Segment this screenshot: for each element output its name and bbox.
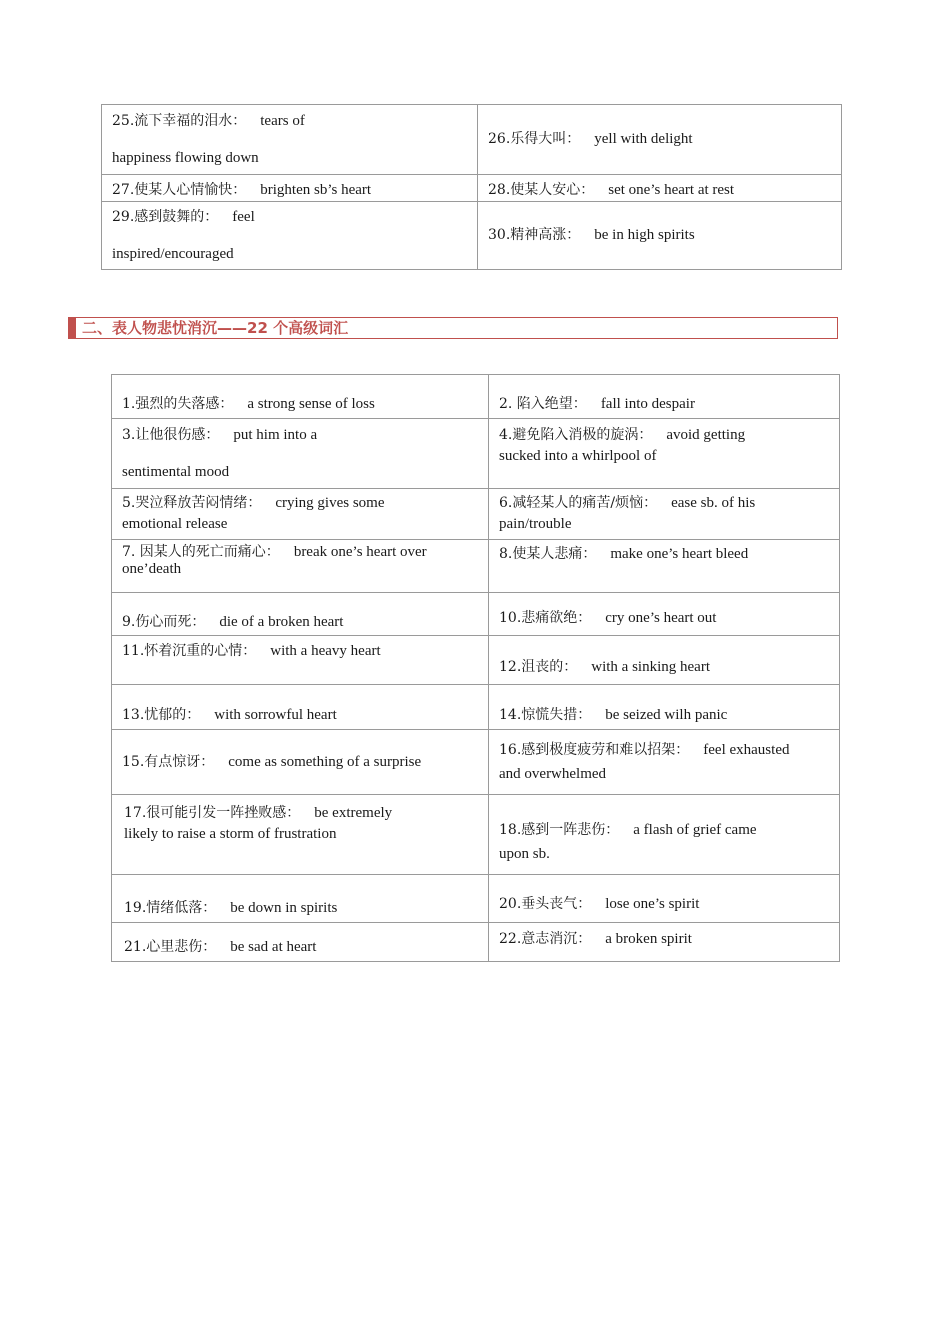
table-row: [112, 636, 840, 685]
table-row: [112, 489, 840, 540]
table-row: [102, 175, 842, 202]
vocab-cell: 13.忧郁的： with sorrowful heart: [112, 685, 489, 730]
vocab-cell: 21.心里悲伤： be sad at heart: [112, 923, 489, 962]
table-row: [102, 202, 842, 270]
vocab-table-sorrow: [111, 374, 840, 962]
section-title: 二、表人物悲忧消沉——22 个高级词汇: [82, 319, 349, 337]
vocab-cell: 30.精神高涨： be in high spirits: [478, 202, 842, 270]
vocab-cell: 2. 陷入绝望： fall into despair: [489, 375, 840, 419]
vocab-table-joy: [101, 104, 842, 270]
vocab-cell: 25.流下幸福的泪水： tears of happiness flowing down: [102, 105, 478, 175]
vocab-cell: 4.避免陷入消极的旋涡： avoid getting sucked into a whirlpool of: [489, 419, 840, 489]
vocab-cell: 19.情绪低落： be down in spirits: [112, 875, 489, 923]
vocab-cell: 18.感到一阵悲伤： a flash of grief came upon sb.: [489, 795, 840, 875]
vocab-cell: 7. 因某人的死亡而痛心： break one’s heart over one’death: [112, 540, 489, 593]
table-row: [112, 419, 840, 489]
vocab-cell: 12.沮丧的： with a sinking heart: [489, 636, 840, 685]
vocab-cell: 20.垂头丧气： lose one’s spirit: [489, 875, 840, 923]
vocab-cell: 28.使某人安心： set one’s heart at rest: [478, 175, 842, 202]
section-heading: [68, 317, 838, 339]
vocab-cell: 1.强烈的失落感： a strong sense of loss: [112, 375, 489, 419]
vocab-cell: 11.怀着沉重的心情： with a heavy heart: [112, 636, 489, 685]
vocab-cell: 9.伤心而死： die of a broken heart: [112, 593, 489, 636]
vocab-cell: 8.使某人悲痛： make one’s heart bleed: [489, 540, 840, 593]
table-row: [112, 540, 840, 593]
vocab-cell: 16.感到极度疲劳和难以招架： feel exhausted and overwhelmed: [489, 730, 840, 795]
vocab-cell: 5.哭泣释放苦闷情绪： crying gives some emotional release: [112, 489, 489, 540]
vocab-cell: 14.惊慌失措： be seized wilh panic: [489, 685, 840, 730]
vocab-cell: 26.乐得大叫： yell with delight: [478, 105, 842, 175]
vocab-cell: 27.使某人心情愉快： brighten sb’s heart: [102, 175, 478, 202]
table-row: [112, 875, 840, 923]
table-row: [112, 923, 840, 962]
vocab-cell: 17.很可能引发一阵挫败感： be extremely likely to raise a storm of frustration: [112, 795, 489, 875]
table-row: [112, 685, 840, 730]
vocab-cell: 22.意志消沉： a broken spirit: [489, 923, 840, 962]
vocab-cell: 10.悲痛欲绝： cry one’s heart out: [489, 593, 840, 636]
vocab-cell: 15.有点惊讶： come as something of a surprise: [112, 730, 489, 795]
vocab-cell: 29.感到鼓舞的： feel inspired/encouraged: [102, 202, 478, 270]
table-row: [102, 105, 842, 175]
vocab-cell: 6.减轻某人的痛苦/烦恼： ease sb. of his pain/trouble: [489, 489, 840, 540]
table-row: [112, 375, 840, 419]
table-row: [112, 730, 840, 795]
vocab-cell: 3.让他很伤感： put him into a sentimental mood: [112, 419, 489, 489]
table-row: [112, 593, 840, 636]
table-row: [112, 795, 840, 875]
